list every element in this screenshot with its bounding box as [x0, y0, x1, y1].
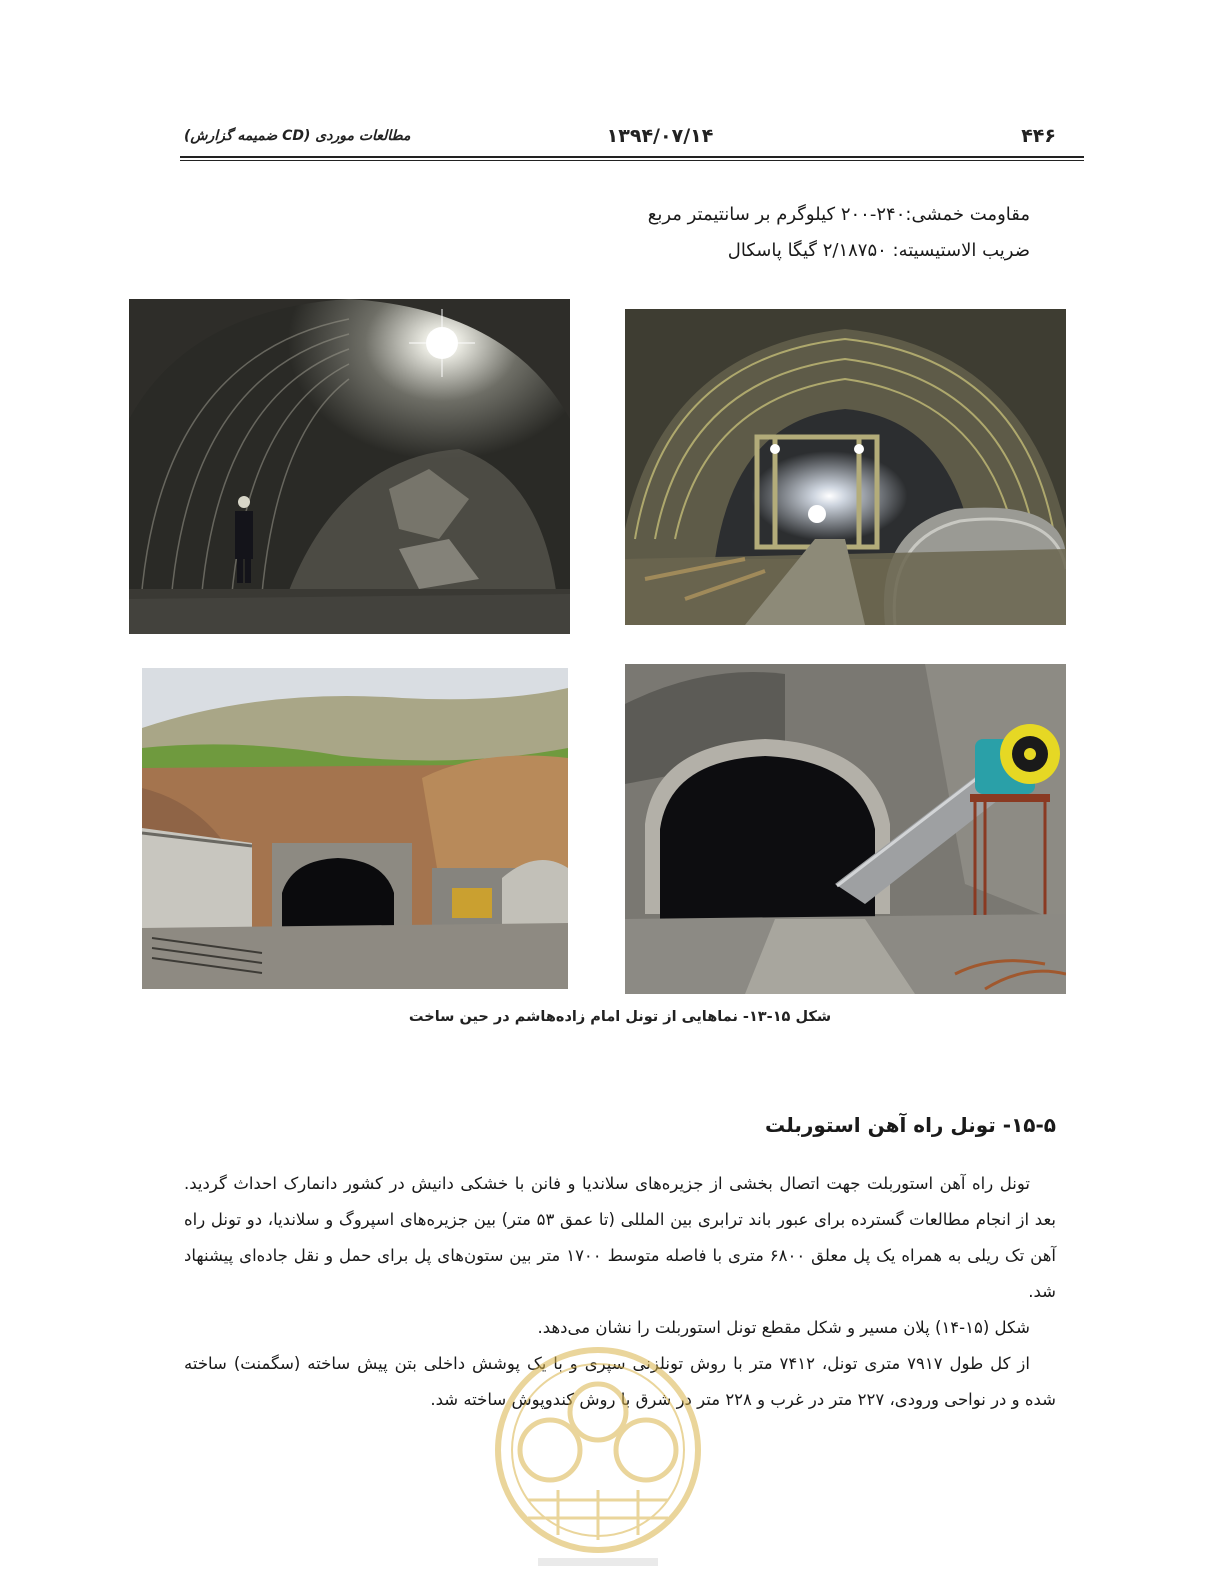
- tunnel-interior-formwork-lights-photo: [625, 309, 1066, 625]
- watermark-seal-emblem: [488, 1300, 708, 1584]
- elastic-modulus-line: ضریب الاستیسیته: ۲/۱۸۷۵۰ گیگا پاسکال: [727, 240, 1030, 261]
- header-date: ۱۳۹۴/۰۷/۱۴: [606, 125, 714, 147]
- page-number: ۴۴۶: [1021, 125, 1056, 147]
- section-heading: ۱۵-۵- تونل راه آهن استوربلت: [765, 1113, 1056, 1137]
- header-rule-thin: [180, 160, 1084, 161]
- paragraph: شکل (۱۵-۱۴) پلان مسیر و شکل مقطع تونل استوربلت را نشان می‌دهد.: [537, 1318, 1030, 1337]
- figure-caption: شکل ۱۵-۱۳- نماهایی از تونل امام زاده‌هاشم در حین ساخت: [408, 1009, 832, 1025]
- header-rule-thick: [180, 156, 1084, 158]
- paragraph: تونل راه آهن استوربلت جهت اتصال بخشی از جزیره‌های سلاندیا و فانن با خشکی دانیش در کشور دانمارک احداث گردید. بعد از انجام مطالعات گسترده برای عبور باند ترابری بین المللی (تا عمق ۵۳ متر) بین جزیره‌های اسپروگ و سلاندیا، دو تونل راه آهن تک ریلی به همراه یک پل معلق ۶۸۰۰ متری با فاصله متوسط ۱۷۰۰ متر بین ستون‌های پل برای حمل و نقل جاده‌ای پیشنهاد شد.: [184, 1174, 1057, 1301]
- header-document-title: مطالعات موردی (CD ضمیمه گزارش): [184, 128, 411, 144]
- tunnel-portal-ventilation-fan-photo: [625, 664, 1066, 994]
- paragraph: از کل طول ۷۹۱۷ متری تونل، ۷۴۱۲ متر با روش تونلزنی سپری و با یک پوشش داخلی بتن پیش ساخته (سگمنت) ساخته شده و در نواحی ورودی، ۲۲۷ متر در غرب و ۲۲۸ متر در شرق با روش کندوپوش ساخته شد.: [184, 1354, 1056, 1409]
- flexural-strength-line: مقاومت خمشی:۲۴۰-۲۰۰ کیلوگرم بر سانتیمتر مربع: [647, 204, 1030, 225]
- tunnel-interior-arched-ribs-photo: [129, 299, 570, 634]
- tunnel-portal-hillside-photo: [142, 668, 568, 989]
